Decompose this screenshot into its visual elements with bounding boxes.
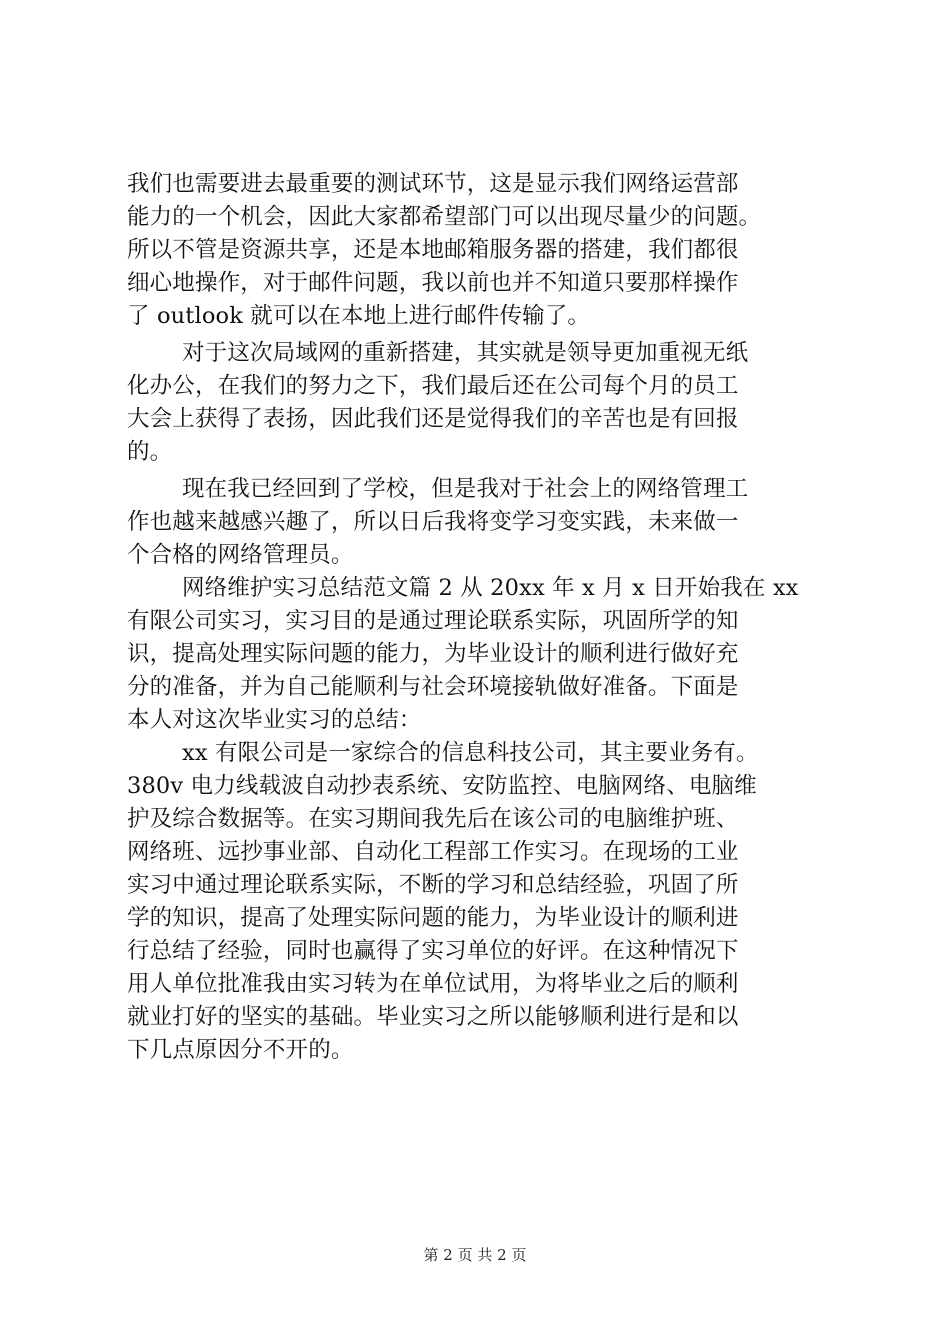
- text-line: 下几点原因分不开的。: [127, 1037, 354, 1063]
- text-line: 作也越来越感兴趣了，所以日后我将变学习变实践，未来做一: [127, 509, 739, 535]
- text-line: 用人单位批准我由实习转为在单位试用，为将毕业之后的顺利: [127, 971, 739, 997]
- text-line: 本人对这次毕业实习的总结：: [127, 707, 422, 733]
- text-line: 有限公司实习，实习目的是通过理论联系实际，巩固所学的知: [127, 608, 739, 634]
- text-line: 学的知识，提高了处理实际问题的能力，为毕业设计的顺利进: [127, 905, 739, 931]
- text-line: 网络班、远抄事业部、自动化工程部工作实习。在现场的工业: [127, 839, 739, 865]
- text-line: 的。: [127, 439, 173, 465]
- text-line: 护及综合数据等。在实习期间我先后在该公司的电脑维护班、: [127, 806, 739, 832]
- paragraph-start-line: 网络维护实习总结范文篇 2 从 20xx 年 x 月 x 日开始我在 xx: [182, 575, 799, 601]
- text-line: 能力的一个机会，因此大家都希望部门可以出现尽量少的问题。: [127, 204, 762, 230]
- text-line: 380v 电力线载波自动抄表系统、安防监控、电脑网络、电脑维: [127, 773, 757, 799]
- text-line: 大会上获得了表扬，因此我们还是觉得我们的辛苦也是有回报: [127, 406, 739, 432]
- page-number-footer: 第 2 页 共 2 页: [423, 1246, 527, 1264]
- text-line: 行总结了经验，同时也赢得了实习单位的好评。在这种情况下: [127, 938, 739, 964]
- text-line: 就业打好的坚实的基础。毕业实习之所以能够顺利进行是和以: [127, 1004, 739, 1030]
- paragraph-start-line: 现在我已经回到了学校，但是我对于社会上的网络管理工: [182, 476, 749, 502]
- text-line: 了 outlook 就可以在本地上进行邮件传输了。: [127, 303, 591, 329]
- paragraph-start-line: xx 有限公司是一家综合的信息科技公司，其主要业务有。: [182, 740, 759, 766]
- text-line: 我们也需要进去最重要的测试环节，这是显示我们网络运营部: [127, 171, 739, 197]
- document-body: [127, 168, 843, 1067]
- text-line: 所以不管是资源共享，还是本地邮箱服务器的搭建，我们都很: [127, 237, 739, 263]
- paragraph-start-line: 对于这次局域网的重新搭建，其实就是领导更加重视无纸: [182, 340, 749, 366]
- text-line: 实习中通过理论联系实际，不断的学习和总结经验，巩固了所: [127, 872, 739, 898]
- text-line: 个合格的网络管理员。: [127, 542, 354, 568]
- text-line: 分的准备，并为自己能顺利与社会环境接轨做好准备。下面是: [127, 674, 739, 700]
- text-line: 识，提高处理实际问题的能力，为毕业设计的顺利进行做好充: [127, 641, 739, 667]
- text-line: 化办公，在我们的努力之下，我们最后还在公司每个月的员工: [127, 373, 739, 399]
- text-line: 细心地操作，对于邮件问题，我以前也并不知道只要那样操作: [127, 270, 739, 296]
